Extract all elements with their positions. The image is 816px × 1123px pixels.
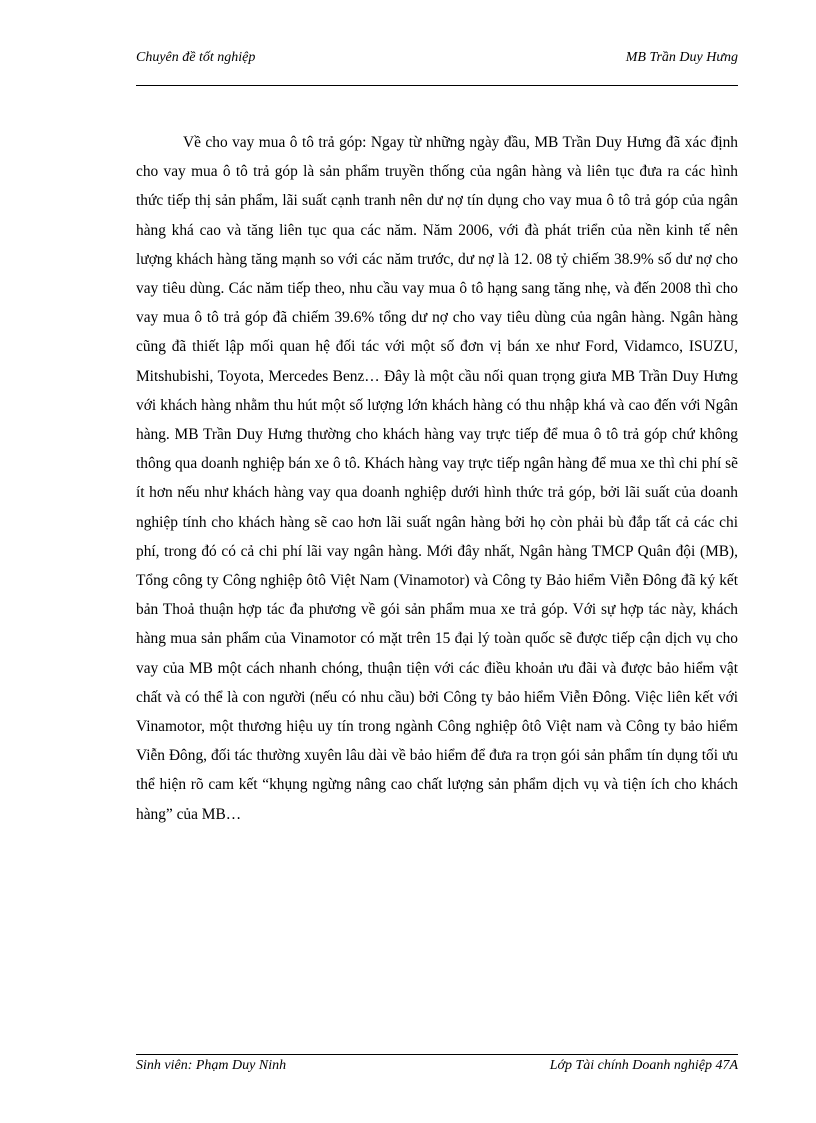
- footer-divider: [136, 1054, 738, 1055]
- page-header: [136, 50, 738, 70]
- footer-student-name: Sinh viên: Phạm Duy Ninh: [136, 1058, 287, 1073]
- body-paragraph: Về cho vay mua ô tô trả góp: Ngay từ những ngày đầu, MB Trần Duy Hưng đã xác định cho vay mua ô tô trả góp là sản phẩm truyền thống của ngân hàng và liên tục đưa ra các hình thức tiếp thị sản phẩm, lãi suất cạnh tranh nên dư nợ tín dụng cho vay mua ô tô trả góp của ngân hàng khá cao và tăng liên tục qua các năm. Năm 2006, với đà phát triển của nền kinh tế nên lượng khách hàng tăng mạnh so với các năm trước, dư nợ là 12. 08 tỷ chiếm 38.9% số dư nợ cho vay tiêu dùng. Các năm tiếp theo, nhu cầu vay mua ô tô hạng sang tăng nhẹ, và đến 2008 thì cho vay mua ô tô trả góp đã chiếm 39.6% tổng dư nợ cho vay tiêu dùng của ngân hàng. Ngân hàng cũng đã thiết lập mối quan hệ đối tác với một số đơn vị bán xe như Ford, Vidamco, ISUZU, Mitshubishi, Toyota, Mercedes Benz… Đây là một cầu nối quan trọng giưa MB Trần Duy Hưng với khách hàng nhằm thu hút một số lượng lớn khách hàng có thu nhập khá và cao đến với Ngân hàng. MB Trần Duy Hưng thường cho khách hàng vay trực tiếp để mua ô tô trả góp chứ không thông qua doanh nghiệp bán xe ô tô. Khách hàng vay trực tiếp ngân hàng để mua xe thì chi phí sẽ ít hơn nếu như khách hàng vay qua doanh nghiệp dưới hình thức trả góp, bởi lãi suất của doanh nghiệp tính cho khách hàng sẽ cao hơn lãi suất ngân hàng bởi họ còn phải bù đắp tất cả các chi phí, trong đó có cả chi phí lãi vay ngân hàng. Mới đây nhất, Ngân hàng TMCP Quân đội (MB), Tổng công ty Công nghiệp ôtô Việt Nam (Vinamotor) và Công ty Bảo hiểm Viễn Đông đã ký kết bản Thoả thuận hợp tác đa phương về gói sản phẩm mua xe trả góp. Với sự hợp tác này, khách hàng mua sản phẩm của Vinamotor có mặt trên 15 đại lý toàn quốc sẽ được tiếp cận dịch vụ cho vay của MB một cách nhanh chóng, thuận tiện với các điều khoản ưu đãi và được bảo hiểm vật chất và có thể là con người (nếu có nhu cầu) bởi Công ty bảo hiểm Viễn Đông. Việc liên kết với Vinamotor, một thương hiệu uy tín trong ngành Công nghiệp ôtô Việt nam và Công ty bảo hiểm Viễn Đông, đối tác thường xuyên lâu dài về bảo hiểm để đưa ra trọn gói sản phẩm tín dụng tối ưu thể hiện rõ cam kết “khụng ngừng nâng cao chất lượng sản phẩm dịch vụ và tiện ích cho khách hàng” của MB…: [136, 134, 738, 823]
- page-footer: [136, 1058, 738, 1078]
- header-divider: [136, 85, 738, 86]
- footer-class-name: Lớp Tài chính Doanh nghiệp 47A: [549, 1058, 738, 1073]
- header-document-title: Chuyên đề tốt nghiệp: [136, 50, 256, 65]
- header-branch-name: MB Trần Duy Hưng: [625, 50, 738, 65]
